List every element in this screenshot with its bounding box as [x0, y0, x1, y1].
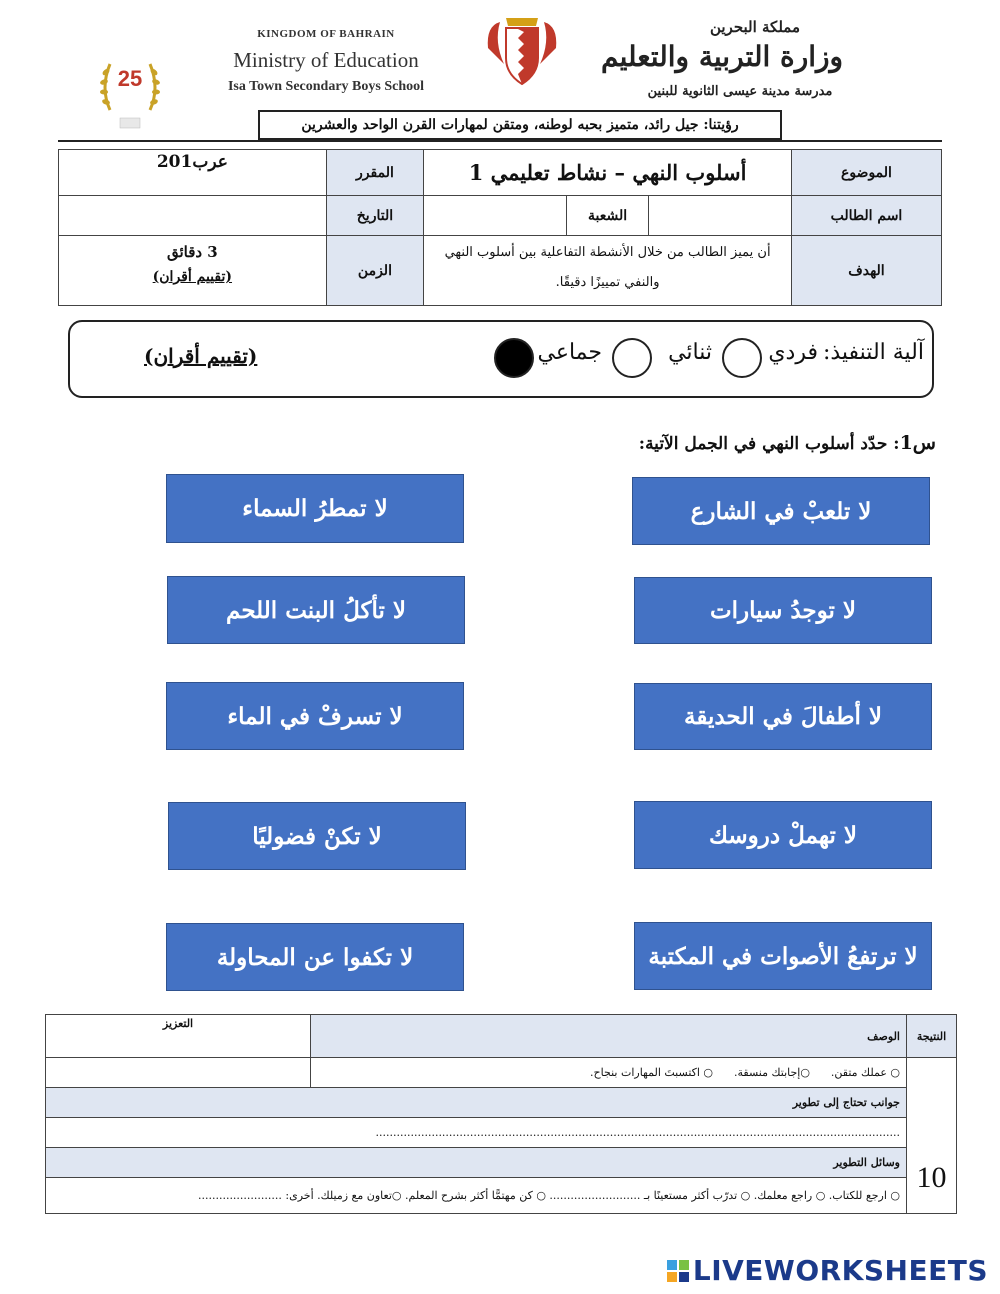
time-value: 3 دقائق	[166, 243, 218, 261]
goal-label: الهدف	[791, 236, 941, 306]
liveworksheets-brand	[667, 1254, 988, 1287]
subject-label: الموضوع	[791, 150, 941, 196]
sentence-button-8[interactable]: لا تكنْ فضوليًا	[168, 802, 466, 870]
sentence-button-3[interactable]: لا توجدُ سيارات	[634, 577, 932, 644]
score-value: 10	[916, 1161, 947, 1194]
sentence-button-9[interactable]: لا ترتفعُ الأصوات في المكتبة	[634, 922, 932, 990]
needs-improvement-label: جوانب تحتاج إلى تطوير	[46, 1088, 907, 1118]
sentence-button-1[interactable]: لا تلعبْ في الشارع	[632, 477, 930, 545]
sentence-button-7[interactable]: لا تهملْ دروسك	[634, 801, 932, 869]
school-title-ar: مدرسة مدينة عيسى الثانوية للبنين	[647, 84, 833, 99]
liveworksheets-logo-icon	[667, 1260, 689, 1282]
student-name-field[interactable]	[649, 196, 792, 236]
sentence-button-2[interactable]: لا تمطرُ السماء	[166, 474, 464, 543]
question-number: س1	[899, 432, 936, 454]
ministry-title-ar-small: مملكة البحرين	[709, 18, 800, 36]
sentence-button-4[interactable]: لا تأكلُ البنت اللحم	[167, 576, 465, 644]
question-title	[639, 432, 936, 454]
anniversary-logo	[96, 48, 164, 132]
kingdom-title-en: KINGDOM OF BAHRAIN	[257, 28, 395, 40]
header-divider	[58, 140, 942, 142]
lesson-info-table	[58, 149, 942, 306]
peer-eval-label: (تقييم أقران)	[144, 344, 258, 368]
result-table	[45, 1014, 957, 1214]
ministry-title-ar: وزارة التربية والتعليم	[600, 40, 844, 73]
subject-value: أسلوب النهي – نشاط تعليمي 1	[424, 150, 792, 196]
score-cell	[907, 1058, 957, 1214]
option-pair-radio[interactable]	[612, 338, 652, 378]
ministry-title-en: Ministry of Education	[233, 48, 419, 72]
feedback-options: ○ عملك متقن. ○إجابتك منسقة. ○ اكتسبتَ المهارات بنجاح.	[311, 1058, 907, 1088]
liveworksheets-text: LIVEWORKSHEETS	[692, 1254, 988, 1287]
time-label: الزمن	[326, 236, 424, 306]
time-note: (تقييم أقران)	[152, 269, 233, 285]
school-title-en: Isa Town Secondary Boys School	[227, 79, 425, 94]
date-field[interactable]	[59, 196, 327, 236]
anniversary-number: 25	[117, 66, 143, 91]
date-label: التاريخ	[326, 196, 424, 236]
vision-statement: رؤيتنا: جيل رائد، متميز بحبه لوطنه، ومتقن لمهارات القرن الواحد والعشرين	[258, 110, 782, 140]
option-individual-label: فردي	[768, 340, 818, 365]
sentence-button-6[interactable]: لا تسرفْ في الماء	[166, 682, 464, 750]
reinforcement-field[interactable]	[46, 1058, 311, 1088]
section-field[interactable]	[424, 196, 567, 236]
course-value: عرب201	[59, 150, 327, 196]
reinforcement-label: التعزيز	[46, 1015, 311, 1058]
execution-label: آلية التنفيذ:	[822, 340, 924, 365]
option-pair-label: ثنائي	[668, 340, 712, 365]
result-label: النتيجة	[907, 1015, 957, 1058]
improvement-methods-label: وسائل التطوير	[46, 1148, 907, 1178]
section-label: الشعبة	[566, 196, 649, 236]
sentence-button-10[interactable]: لا تكفوا عن المحاولة	[166, 923, 464, 991]
option-group-label: جماعي	[537, 340, 602, 365]
question-text: : حدّد أسلوب النهي في الجمل الآتية:	[638, 434, 900, 454]
student-name-label: اسم الطالب	[791, 196, 941, 236]
description-label: الوصف	[311, 1015, 907, 1058]
sentence-button-5[interactable]: لا أطفالَ في الحديقة	[634, 683, 932, 750]
improvement-methods-options: ○ ارجع للكتاب. ○ راجع معلمك. ○ تدرّب أكثر مستعينًا بـ .......................... ○ كن مهتمًّا أكثر بشرح المعلم. ○تعاون مع زميلك. أخرى: ........................	[46, 1178, 907, 1214]
goal-value: أن يميز الطالب من خلال الأنشطة التفاعلية بين أسلوب النهي والنفي تمييزًا دقيقًا.	[424, 236, 792, 306]
bahrain-emblem	[484, 12, 560, 88]
time-cell	[59, 236, 327, 306]
option-individual-radio[interactable]	[722, 338, 762, 378]
option-group-radio[interactable]	[494, 338, 534, 378]
course-label: المقرر	[326, 150, 424, 196]
needs-improvement-field[interactable]: ......................................................................................................................................................	[46, 1118, 907, 1148]
